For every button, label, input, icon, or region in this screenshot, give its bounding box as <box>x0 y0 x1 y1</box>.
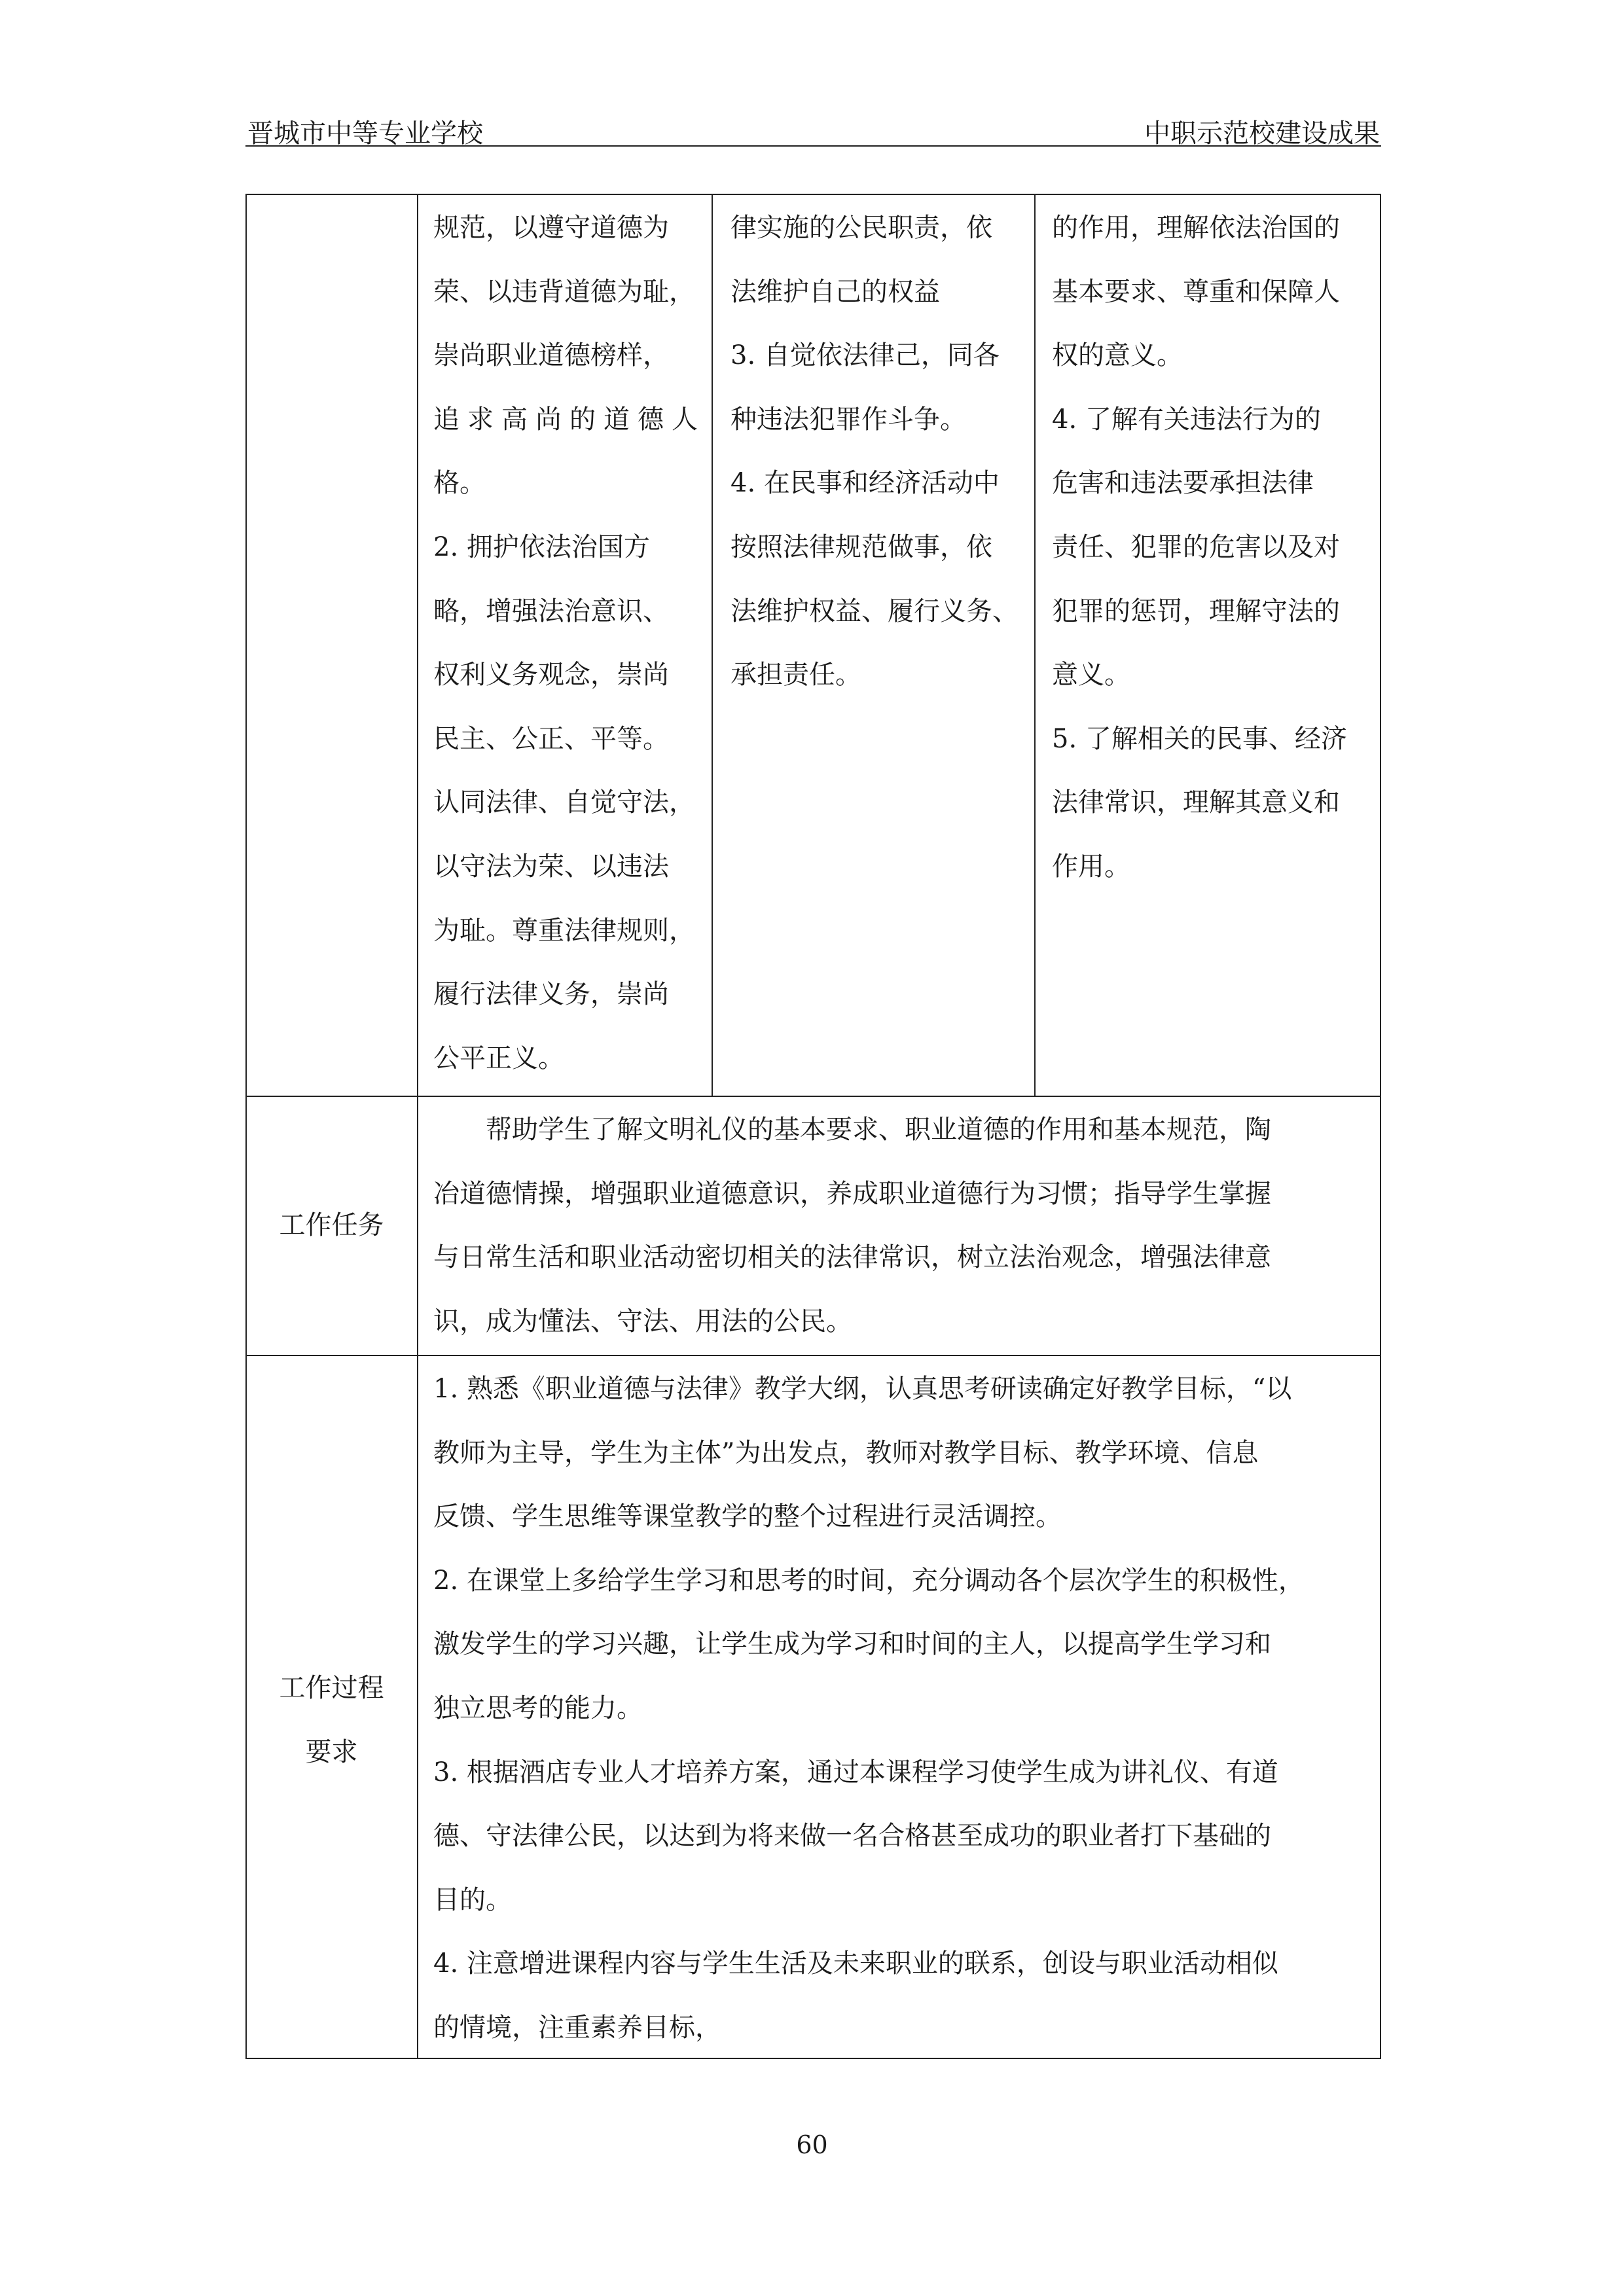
text-line: 2. 拥护依法治国方 <box>433 531 650 562</box>
work-task-label: 工作任务 <box>279 1210 384 1240</box>
work-process-text <box>433 1357 1376 2060</box>
text-line: 4. 在民事和经济活动中 <box>731 468 1000 499</box>
text-line: 1. 熟悉《职业道德与法律》教学大纲，认真思考研读确定好教学目标，“以 <box>433 1374 1292 1404</box>
text-line: 3. 自觉依法律己，同各 <box>731 340 1000 371</box>
text-line: 权的意义。 <box>1052 340 1183 371</box>
row-divider-1 <box>245 1096 1381 1097</box>
header-school-name: 晋城市中等专业学校 <box>247 118 483 149</box>
continuation-col2 <box>433 196 708 1090</box>
text-line: 荣、以违背道德为耻， <box>433 276 695 307</box>
work-task-text <box>433 1098 1376 1354</box>
text-line: 民主、公正、平等。 <box>433 723 669 754</box>
text-line: 的作用，理解依法治国的 <box>1052 213 1340 243</box>
text-line: 反馈、学生思维等课堂教学的整个过程进行灵活调控。 <box>433 1501 1062 1532</box>
header-document-title: 中职示范校建设成果 <box>1144 118 1380 149</box>
text-line: 基本要求、尊重和保障人 <box>1052 276 1340 307</box>
text-line: 略，增强法治意识、 <box>433 596 669 626</box>
text-line: 目的。 <box>433 1884 512 1915</box>
text-line: 为耻。尊重法律规则， <box>433 915 695 946</box>
text-line: 4. 注意增进课程内容与学生生活及未来职业的联系，创设与职业活动相似 <box>433 1948 1278 1979</box>
label-line: 工作过程 <box>279 1673 384 1703</box>
text-line: 崇尚职业道德榜样， <box>433 340 669 371</box>
text-line: 格。 <box>433 468 486 499</box>
table-border-right <box>1380 194 1381 2059</box>
text-line: 5. 了解相关的民事、经济 <box>1052 723 1347 754</box>
text-line: 教师为主导，学生为主体”为出发点，教师对教学目标、教学环境、信息 <box>433 1437 1259 1468</box>
text-line: 的情境，注重素养目标， <box>433 2012 721 2043</box>
text-line: 犯罪的惩罚，理解守法的 <box>1052 596 1340 626</box>
text-line: 追求高尚的道德人 <box>433 404 706 435</box>
header-rule <box>245 145 1381 147</box>
text-line: 公平正义。 <box>433 1043 564 1073</box>
text-line: 法维护自己的权益 <box>731 276 940 307</box>
text-line: 德、守法律公民，以达到为将来做一名合格甚至成功的职业者打下基础的 <box>433 1821 1271 1852</box>
text-line: 4. 了解有关违法行为的 <box>1052 404 1321 435</box>
text-line: 责任、犯罪的危害以及对 <box>1052 531 1340 562</box>
text-line: 认同法律、自觉守法， <box>433 787 695 818</box>
text-line: 激发学生的学习兴趣，让学生成为学习和时间的主人，以提高学生学习和 <box>433 1629 1271 1660</box>
column-divider-2 <box>712 194 713 1096</box>
text-line: 按照法律规范做事，依 <box>731 531 992 562</box>
text-line: 意义。 <box>1052 660 1130 691</box>
text-line: 履行法律义务，崇尚 <box>433 979 669 1010</box>
text-line: 承担责任。 <box>731 660 861 691</box>
text-line: 2. 在课堂上多给学生学习和思考的时间，充分调动各个层次学生的积极性， <box>433 1565 1305 1596</box>
content-table <box>245 194 1381 2059</box>
page-number: 60 <box>796 2130 828 2159</box>
text-line: 法维护权益、履行义务、 <box>731 596 1019 626</box>
text-line: 与日常生活和职业活动密切相关的法律常识，树立法治观念，增强法律意 <box>433 1242 1271 1273</box>
text-line: 冶道德情操，增强职业道德意识，养成职业道德行为习惯；指导学生掌握 <box>433 1178 1271 1209</box>
text-line: 危害和违法要承担法律 <box>1052 468 1314 499</box>
text-line: 规范，以遵守道德为 <box>433 213 669 243</box>
text-line: 帮助学生了解文明礼仪的基本要求、职业道德的作用和基本规范，陶 <box>486 1115 1271 1145</box>
continuation-col3 <box>731 196 1033 708</box>
table-border-top <box>245 194 1381 195</box>
text-line: 作用。 <box>1052 851 1130 882</box>
text-line: 识，成为懂法、守法、用法的公民。 <box>433 1306 852 1336</box>
text-line: 3. 根据酒店专业人才培养方案，通过本课程学习使学生成为讲礼仪、有道 <box>433 1757 1278 1787</box>
text-line: 权利义务观念，崇尚 <box>433 660 669 691</box>
row-divider-2 <box>245 1355 1381 1356</box>
label-line: 要求 <box>305 1736 358 1767</box>
text-line: 以守法为荣、以违法 <box>433 851 669 882</box>
continuation-col4 <box>1052 196 1378 899</box>
column-divider-3 <box>1034 194 1036 1096</box>
text-line: 独立思考的能力。 <box>433 1693 643 1723</box>
text-line: 种违法犯罪作斗争。 <box>731 404 966 435</box>
text-line: 法律常识，理解其意义和 <box>1052 787 1340 818</box>
work-process-label <box>245 1657 418 1784</box>
text-line: 律实施的公民职责，依 <box>731 213 992 243</box>
